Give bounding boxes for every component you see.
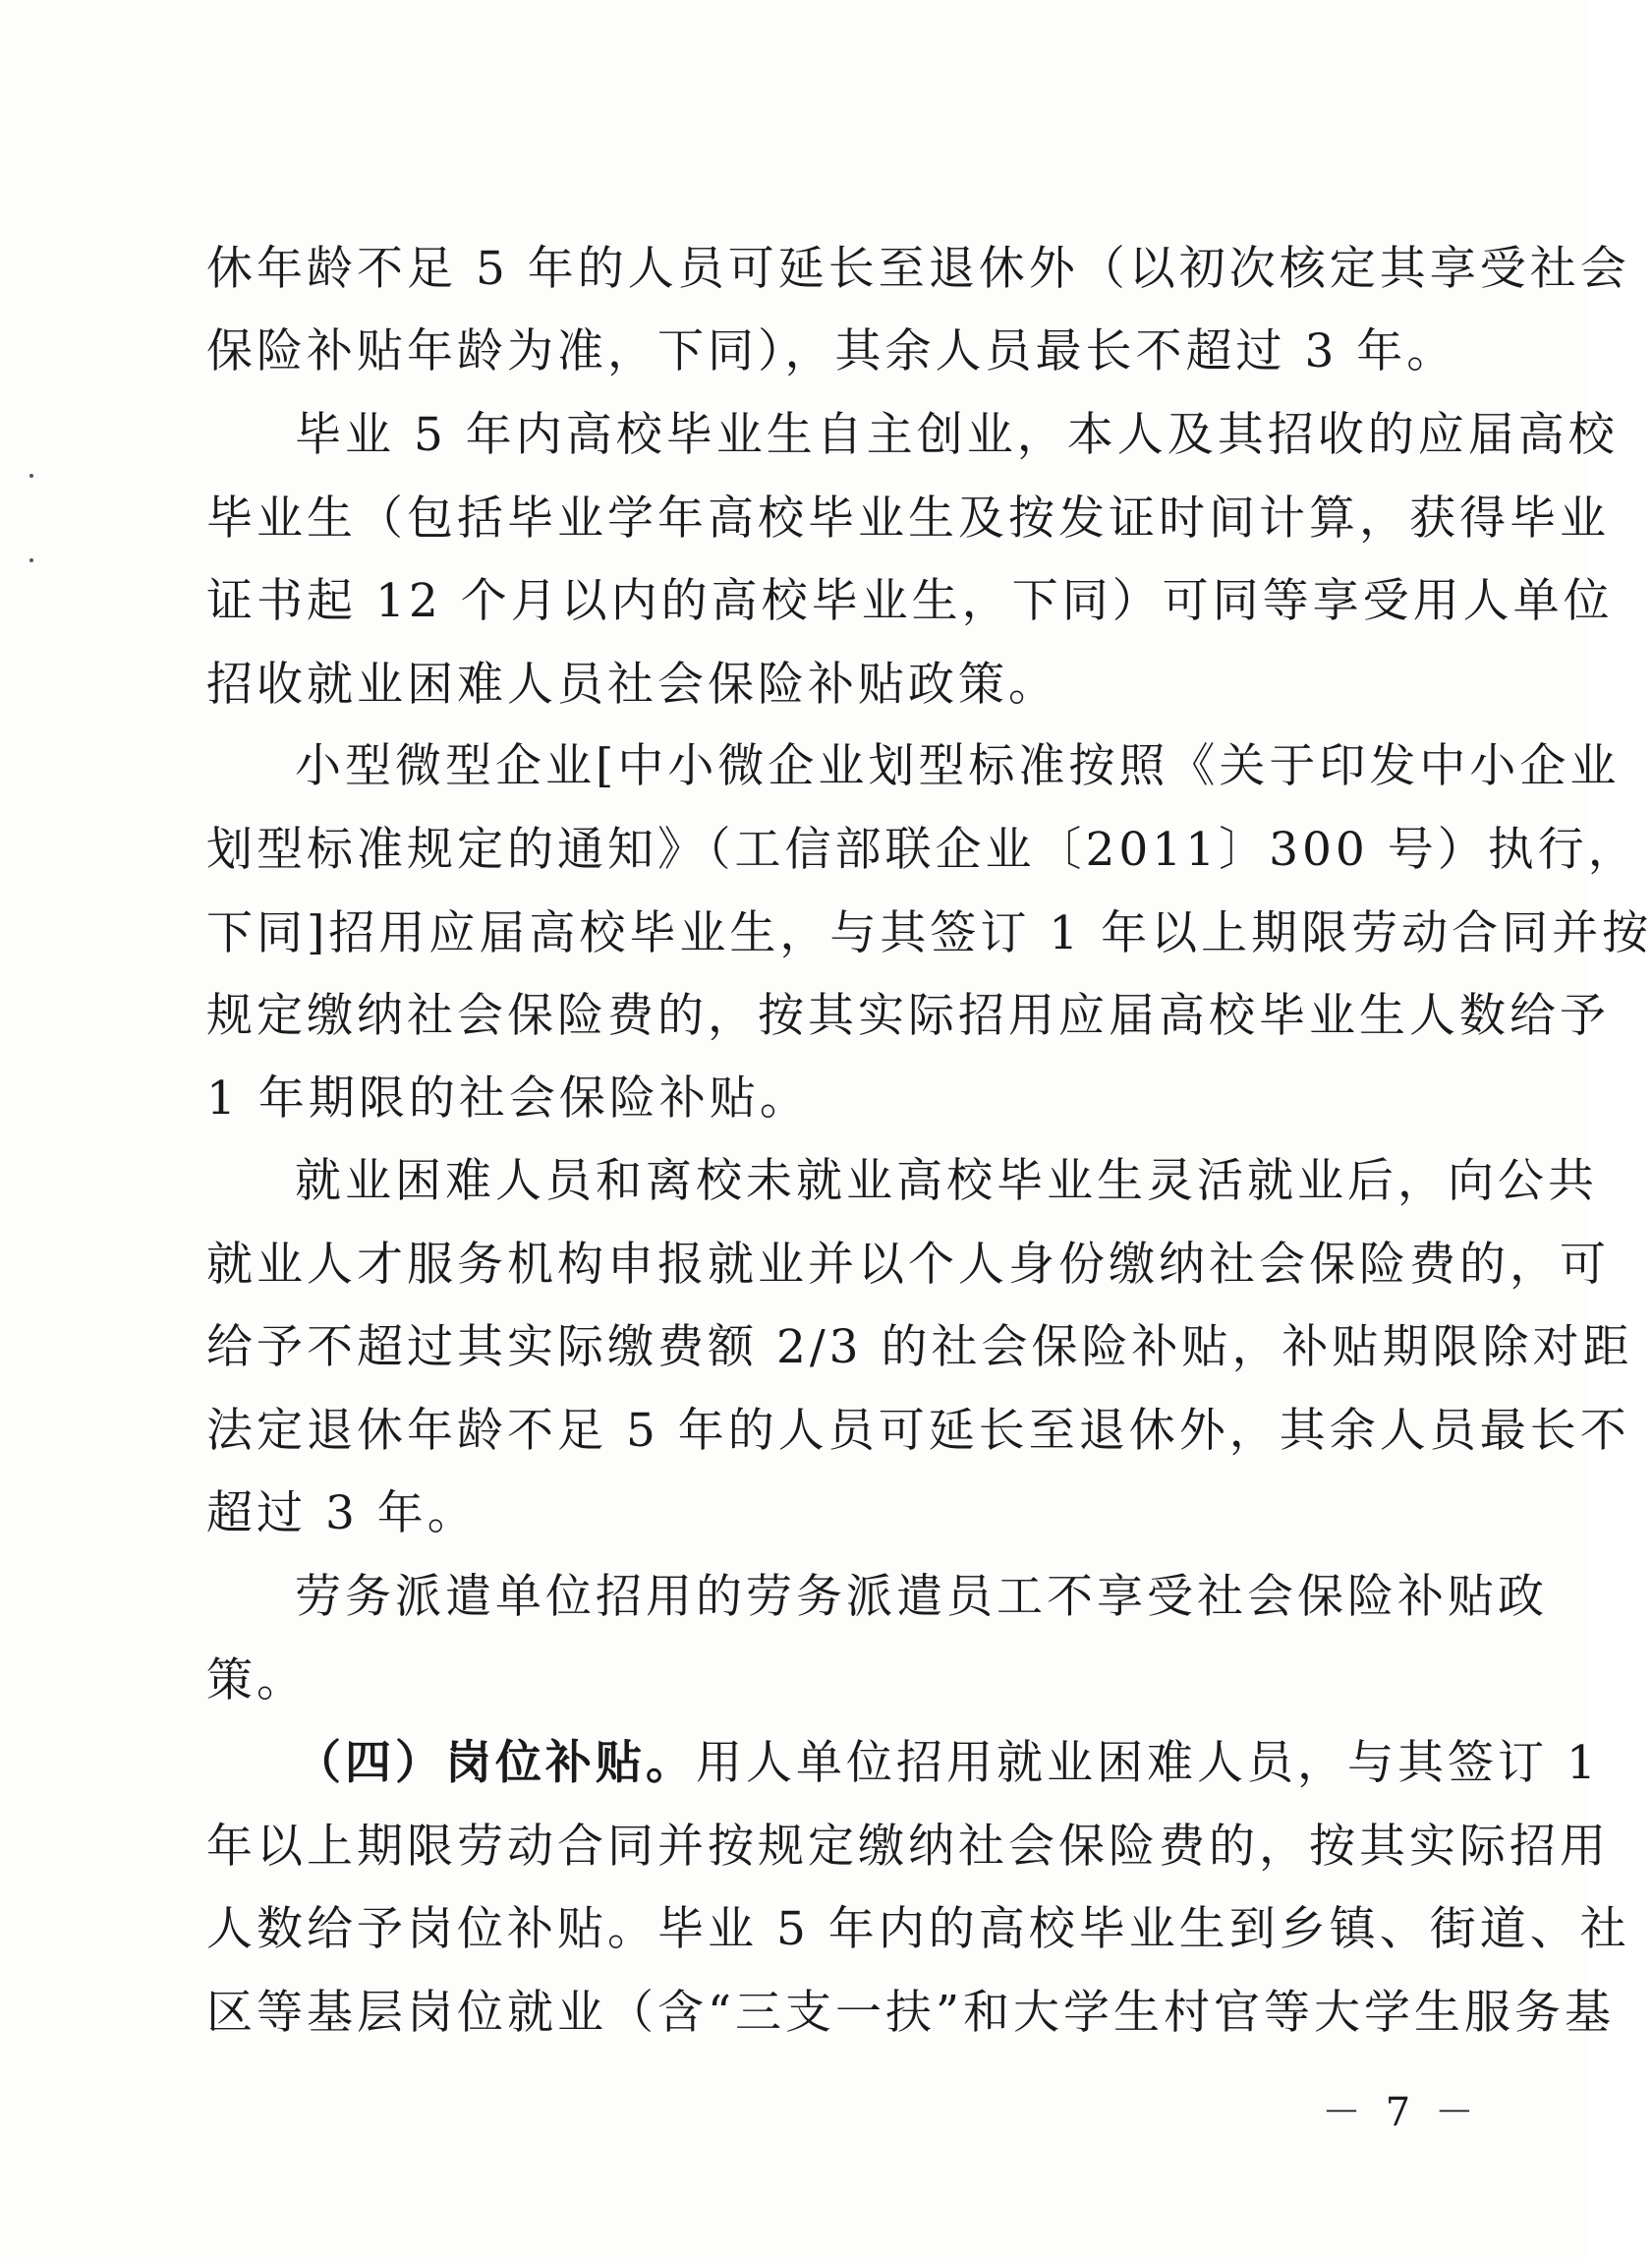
text-line: 法定退休年龄不足 5 年的人员可延长至退休外，其余人员最长不 [206,1404,1630,1458]
text-line: 下同]招用应届高校毕业生，与其签订 1 年以上期限劳动合同并按 [206,906,1652,960]
text-line: 小型微型企业[中小微企业划型标准按照《关于印发中小企业 [295,739,1621,793]
text-line: 划型标准规定的通知》（工信部联企业〔2011〕300 号）执行， [206,823,1638,877]
page-number: － 7 － [1322,2090,1480,2135]
text-line: 招收就业困难人员社会保险补贴政策。 [206,658,1058,712]
text-line: 区等基层岗位就业（含“三支一扶”和大学生村官等大学生服务基 [206,1986,1616,2040]
text-line: 年以上期限劳动合同并按规定缴纳社会保险费的，按其实际招用 [206,1820,1610,1874]
text-line: 证书起 12 个月以内的高校毕业生，下同）可同等享受用人单位 [206,574,1614,628]
text-line: 1 年期限的社会保险补贴。 [206,1071,810,1126]
text-line: 就业困难人员和离校未就业高校毕业生灵活就业后，向公共 [295,1154,1598,1208]
text-line: 就业人才服务机构申报就业并以个人身份缴纳社会保险费的，可 [206,1238,1610,1292]
scan-speck [29,474,33,478]
section-heading-four: （四）岗位补贴。 [295,1736,696,1790]
text-line: 休年龄不足 5 年的人员可延长至退休外（以初次核定其享受社会 [206,242,1630,296]
text-line: 用人单位招用就业困难人员，与其签订 1 [696,1736,1600,1790]
text-line: 劳务派遣单位招用的劳务派遣员工不享受社会保险补贴政 [295,1570,1548,1624]
text-line: 保险补贴年龄为准，下同），其余人员最长不超过 3 年。 [206,324,1457,378]
section-heading-line [295,1734,1600,1793]
scan-speck [29,558,33,562]
text-line: 超过 3 年。 [206,1486,478,1540]
text-line: 策。 [206,1653,307,1708]
text-line: 毕业 5 年内高校毕业生自主创业，本人及其招收的应届高校 [295,408,1619,462]
text-line: 毕业生（包括毕业学年高校毕业生及按发证时间计算，获得毕业 [206,492,1610,546]
text-line: 给予不超过其实际缴费额 2/3 的社会保险补贴，补贴期限除对距 [206,1320,1633,1374]
text-line: 规定缴纳社会保险费的，按其实际招用应届高校毕业生人数给予 [206,989,1610,1043]
text-line: 人数给予岗位补贴。毕业 5 年内的高校毕业生到乡镇、街道、社 [206,1902,1630,1956]
